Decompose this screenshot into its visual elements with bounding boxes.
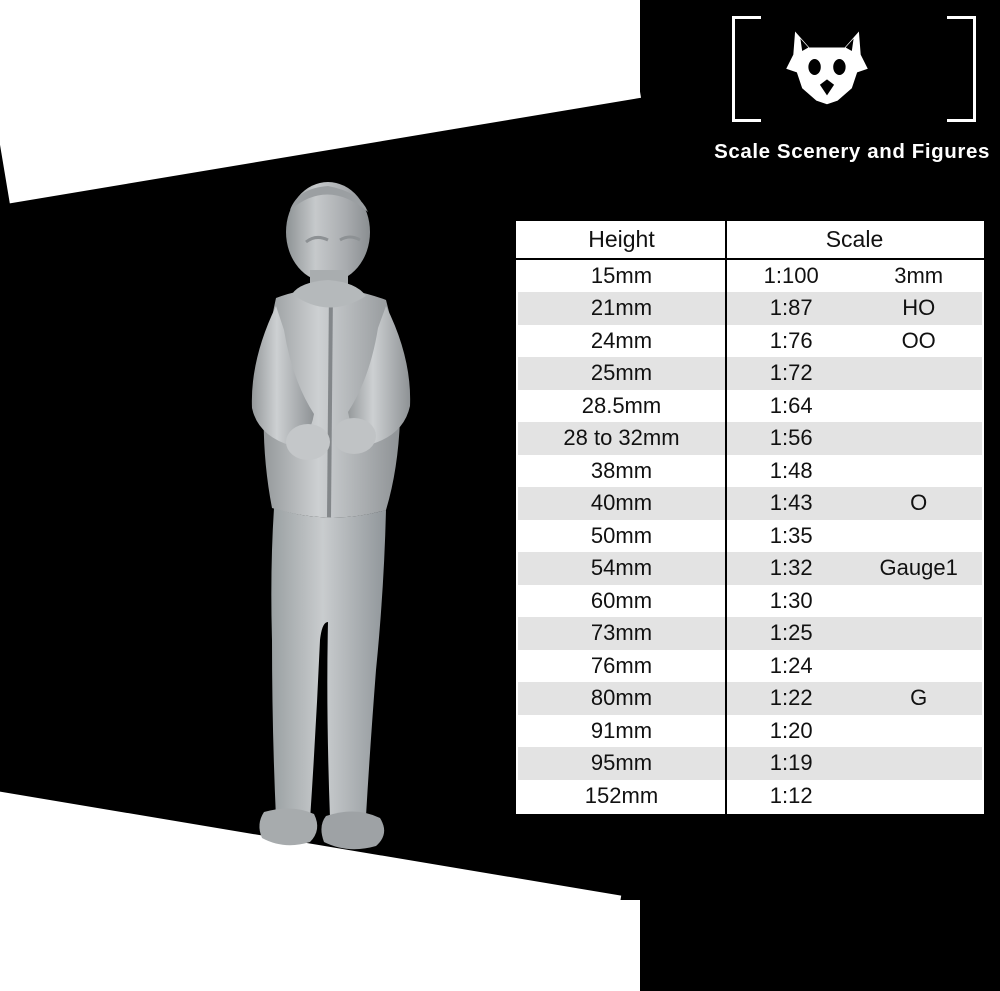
table-header [517,222,983,259]
table-row [517,715,983,748]
cell-label [855,715,983,748]
cell-label [855,617,983,650]
cell-height: 73mm [590,620,653,646]
brand-name: Scale Scenery and Figures [714,140,990,163]
table-row [517,650,983,683]
cell-scale: 1:35 [726,520,855,553]
table-row [517,455,983,488]
cell-label: HO [902,295,936,321]
cell-scale: 1:64 [726,390,855,423]
table-row [517,780,983,814]
cell-scale: 1:12 [726,780,855,814]
cell-scale: 1:43 [726,487,855,520]
cell-scale: 1:22 [726,682,855,715]
figurine-image [180,170,470,890]
scale-reference-table [516,221,984,814]
cell-scale: 1:48 [726,455,855,488]
cell-height: 21mm [590,295,653,321]
cell-height: 80mm [590,685,653,711]
cell-height: 28.5mm [581,392,662,418]
table-row [517,552,983,585]
cell-height: 60mm [590,587,653,613]
wolf-head-icon [782,28,872,106]
cell-scale: 1:32 [726,552,855,585]
cell-label: 3mm [894,262,944,288]
cell-scale: 1:100 [726,259,855,293]
cell-height: 50mm [590,522,653,548]
cell-scale: 1:76 [726,325,855,358]
cell-label [855,747,983,780]
cell-height: 91mm [590,717,653,743]
table-row [517,682,983,715]
table-row [517,292,983,325]
cell-height: 152mm [584,782,659,808]
cell-scale: 1:24 [726,650,855,683]
cell-scale: 1:19 [726,747,855,780]
cell-height: 40mm [590,490,653,516]
table-row [517,325,983,358]
cell-height: 15mm [590,262,653,288]
cell-height: 95mm [590,750,653,776]
cell-height: 54mm [590,555,653,581]
cell-label: O [910,490,928,516]
cell-scale: 1:87 [726,292,855,325]
cell-scale: 1:25 [726,617,855,650]
column-header-scale: Scale [726,222,983,259]
bracket-left-icon [732,16,761,122]
cell-label [855,357,983,390]
table-row [517,520,983,553]
cell-scale: 1:72 [726,357,855,390]
column-header-height: Height [517,222,726,259]
table-row [517,487,983,520]
table-row [517,585,983,618]
cell-height: 38mm [590,457,653,483]
cell-label [855,585,983,618]
cell-label [855,780,983,814]
bracket-right-icon [947,16,976,122]
cell-label [855,455,983,488]
cell-label: Gauge1 [879,555,958,581]
cell-scale: 1:20 [726,715,855,748]
cell-label [855,390,983,423]
cell-height: 28 to 32mm [563,425,680,451]
cell-height: 76mm [590,652,653,678]
cell-height: 24mm [590,327,653,353]
cell-scale: 1:56 [726,422,855,455]
cell-label [855,520,983,553]
table-row [517,259,983,293]
table-row [517,357,983,390]
table-row [517,617,983,650]
cell-label [855,422,983,455]
cell-label [855,650,983,683]
table-row [517,747,983,780]
table-header-row [517,222,983,259]
cell-label: OO [901,327,936,353]
cell-label: G [910,685,928,711]
table-row [517,422,983,455]
cell-scale: 1:30 [726,585,855,618]
table-body [517,259,983,814]
table-row [517,390,983,423]
cell-height: 25mm [590,360,653,386]
